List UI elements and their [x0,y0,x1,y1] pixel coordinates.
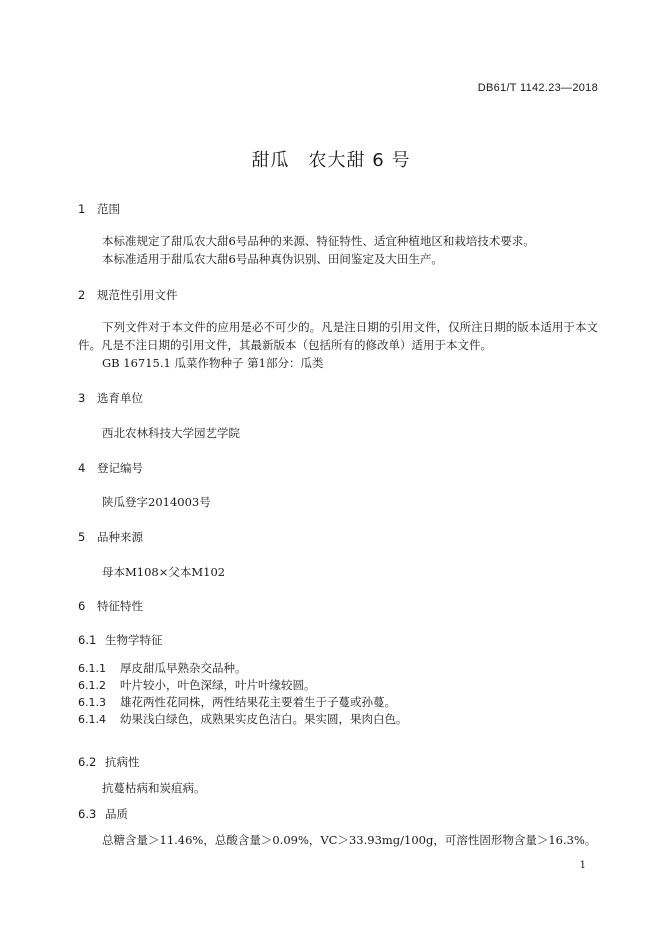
section-number: 2 [78,288,86,302]
section-1-paragraph-1: 本标准规定了甜瓜农大甜6号品种的来源、特征特性、适宜种植地区和栽培技术要求。 [102,234,535,248]
section-4-heading [78,460,143,476]
item-text: 幼果浅白绿色，成熟果实皮色洁白。果实圆，果肉白色。 [120,712,408,726]
section-3-heading [78,390,143,406]
item-number: 6.1.3 [78,696,106,709]
section-5-heading [78,529,143,545]
section-6-heading [78,598,143,614]
item-text: 叶片较小，叶色深绿，叶片叶缘较圆。 [120,678,316,692]
quality-indicators: 总糖含量＞11.46%，总酸含量＞0.09%，VC＞33.93mg/100g，可溶性固形物含量＞16.3%。 [102,833,597,847]
item-number: 6.1.2 [78,679,106,692]
section-title: 特征特性 [97,599,143,613]
item-text: 雄花两性花同株，两性结果花主要着生于子蔓或孙蔓。 [120,695,396,709]
item-number: 6.1.4 [78,713,106,726]
registration-number: 陕瓜登字2014003号 [102,495,211,509]
section-1-heading [78,201,120,217]
section-number: 6.1 [78,633,97,647]
section-2-paragraph: 下列文件对于本文件的应用是必不可少的。凡是注日期的引用文件，仅所注日期的版本适用于本文件。凡是不注日期的引用文件，其最新版本（包括所有的修改单）适用于本文件。 [78,320,598,352]
list-item [78,677,316,693]
section-title: 品质 [105,807,128,821]
section-1-paragraph-2: 本标准适用于甜瓜农大甜6号品种真伪识别、田间鉴定及大田生产。 [102,252,443,266]
normative-reference: GB 16715.1 瓜菜作物种子 第1部分：瓜类 [102,356,324,370]
section-number: 6.3 [78,807,97,821]
item-number: 6.1.1 [78,662,106,675]
section-number: 1 [78,202,86,216]
section-6-3-heading [78,806,128,822]
section-title: 抗病性 [105,755,140,769]
section-number: 6 [78,599,86,613]
section-title: 规范性引用文件 [97,288,178,302]
item-text: 厚皮甜瓜早熟杂交品种。 [120,661,247,675]
section-title: 品种来源 [97,530,143,544]
page-number: 1 [579,860,586,871]
document-title: 甜瓜 农大甜 6 号 [251,150,411,171]
disease-resistance: 抗蔓枯病和炭疽病。 [102,781,206,795]
section-6-2-heading [78,754,140,770]
list-item [78,711,408,727]
section-number: 6.2 [78,755,97,769]
variety-source: 母本M108×父本M102 [102,565,226,579]
section-title: 范围 [97,202,120,216]
standard-code: DB61/T 1142.23—2018 [477,82,598,94]
section-number: 4 [78,461,86,475]
breeding-unit: 西北农林科技大学园艺学院 [102,426,240,440]
section-title: 生物学特征 [105,633,163,647]
section-title: 选育单位 [97,391,143,405]
section-number: 5 [78,530,86,544]
list-item [78,660,247,676]
list-item [78,694,396,710]
section-number: 3 [78,391,86,405]
section-2-heading [78,287,178,303]
section-6-1-heading [78,632,163,648]
section-title: 登记编号 [97,461,143,475]
